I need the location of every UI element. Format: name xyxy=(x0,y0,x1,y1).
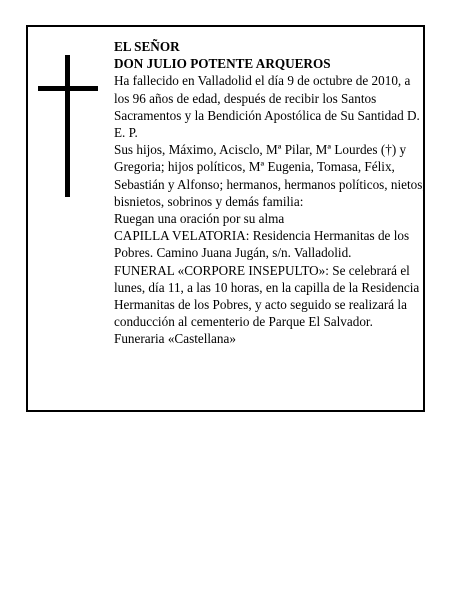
deceased-title: EL SEÑOR xyxy=(114,39,180,54)
prayer-request: Ruegan una oración por su alma xyxy=(114,211,285,227)
death-announcement: Ha fallecido en Valladolid el día 9 de octubre de 2010, a los 96 años de edad, después de recibir los Santos Sacramentos y la Bendición Apostólica de Su Santidad D. E. P. xyxy=(114,73,420,141)
funeral-details: FUNERAL «CORPORE INSEPULTO»: Se celebrará el lunes, día 11, a las 10 horas, en la capilla de la Residencia Hermanitas de los Pobres, y acto seguido se realizará la conducción al cementerio de Parque El Salvador. xyxy=(114,262,420,330)
deceased-name: DON JULIO POTENTE ARQUEROS xyxy=(114,56,331,72)
cross-icon xyxy=(38,55,98,197)
funeral-home: Funeraria «Castellana» xyxy=(114,331,236,347)
obituary-text xyxy=(114,38,426,348)
cross-vertical-bar xyxy=(65,55,70,197)
wake-location: CAPILLA VELATORIA: Residencia Hermanitas de los Pobres. Camino Juana Jugán, s/n. Valladolid. xyxy=(114,228,410,261)
family-list: Sus hijos, Máximo, Acisclo, Mª Pilar, Mª Lourdes (†) y Gregoria; hijos políticos, Mª Eugenia, Tomasa, Félix, Sebastián y Alfonso; hermanos, hermanos políticos, nietos, bisnietos, sobrinos y demás familia: xyxy=(114,142,426,209)
cross-horizontal-bar xyxy=(38,86,98,91)
